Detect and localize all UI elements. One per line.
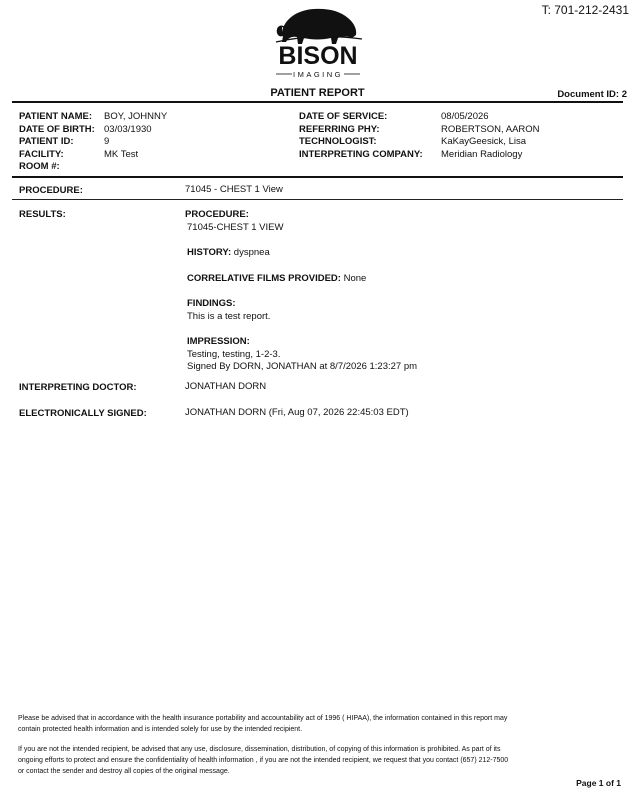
value-interpreting-company: Meridian Radiology [441, 148, 523, 160]
patient-values-right [441, 111, 540, 161]
electronically-signed-value: JONATHAN DORN (Fri, Aug 07, 2026 22:45:03 EDT) [185, 407, 409, 418]
confidentiality-notice [18, 744, 538, 777]
label-date-of-birth: DATE OF BIRTH: [19, 123, 95, 135]
label-room: ROOM #: [19, 161, 60, 172]
value-date-of-birth: 03/03/1930 [104, 123, 152, 135]
history-line [185, 247, 615, 260]
label-patient-id: PATIENT ID: [19, 136, 74, 147]
interpreting-doctor-value: JONATHAN DORN [185, 381, 267, 392]
results-label: RESULTS: [19, 209, 66, 220]
report-title: PATIENT REPORT [270, 87, 365, 99]
value-date-of-service: 08/05/2026 [441, 111, 489, 122]
document-id: Document ID: 2 [557, 89, 627, 100]
history-label: HISTORY: [187, 247, 232, 258]
procedure-label: PROCEDURE: [19, 185, 83, 196]
label-referring-phy: REFERRING PHY: [299, 123, 380, 135]
findings-heading: FINDINGS: [187, 298, 236, 309]
results-procedure-text: 71045-CHEST 1 VIEW [187, 221, 284, 233]
bison-icon [262, 2, 374, 84]
phone-number: T: 701-212-2431 [541, 3, 629, 17]
results-body [185, 209, 615, 374]
value-patient-name: BOY, JOHNNY [104, 111, 168, 122]
patient-values-left [104, 111, 167, 174]
logo-name: BISON [278, 42, 358, 70]
procedure-value: 71045 - CHEST 1 View [185, 184, 283, 195]
confidentiality-line-1: If you are not the intended recipient, be advised that any use, disclosure, dissemination, distribution, of copying of this information is prohibited. As part of its [18, 746, 501, 753]
value-facility: MK Test [104, 148, 139, 160]
patient-labels-right [299, 111, 423, 161]
results-procedure-heading: PROCEDURE: [185, 209, 249, 220]
label-date-of-service: DATE OF SERVICE: [299, 111, 388, 122]
label-facility: FACILITY: [19, 148, 64, 160]
correlative-label: CORRELATIVE FILMS PROVIDED: [187, 272, 341, 284]
value-patient-id: 9 [104, 136, 110, 147]
patient-labels-left [19, 111, 95, 174]
findings-text: This is a test report. [187, 310, 271, 322]
correlative-line [185, 273, 615, 286]
interpreting-doctor-label: INTERPRETING DOCTOR: [19, 382, 137, 393]
logo-tagline: IMAGING [292, 70, 344, 79]
electronically-signed-label: ELECTRONICALLY SIGNED: [19, 408, 147, 419]
bison-imaging-logo [262, 2, 374, 84]
label-patient-name: PATIENT NAME: [19, 111, 93, 122]
value-room [104, 161, 167, 174]
page-number: Page 1 of 1 [576, 778, 621, 788]
procedure-divider [12, 199, 623, 200]
confidentiality-line-2: ongoing efforts to protect and ensure the confidentiality of health information , if you are not the intended recipient, we request that you contact (657) 212-7500 [18, 757, 509, 764]
history-text: dyspnea [231, 247, 270, 258]
label-interpreting-company: INTERPRETING COMPANY: [299, 148, 423, 160]
header-divider [12, 101, 623, 103]
value-referring-phy: ROBERTSON, AARON [441, 123, 540, 135]
hipaa-notice [18, 713, 538, 735]
hipaa-notice-line-2: contain protected health information and is intended solely for use by the intended recipient. [18, 726, 303, 733]
impression-heading: IMPRESSION: [187, 336, 250, 347]
patient-divider [12, 176, 623, 178]
impression-line-1: Testing, testing, 1-2-3. [187, 348, 281, 360]
label-technologist: TECHNOLOGIST: [299, 136, 377, 147]
impression-line-2: Signed By DORN, JONATHAN at 8/7/2026 1:23:27 pm [187, 361, 418, 372]
value-technologist: KaKayGeesick, Lisa [441, 136, 527, 147]
correlative-text: None [340, 272, 367, 284]
hipaa-notice-line-1: Please be advised that in accordance with the health insurance portability and accountability act of 1996 ( HIPAA), the information contained in this report may [18, 715, 508, 722]
confidentiality-line-3: or contact the sender and destroy all copies of the original message. [18, 768, 230, 775]
